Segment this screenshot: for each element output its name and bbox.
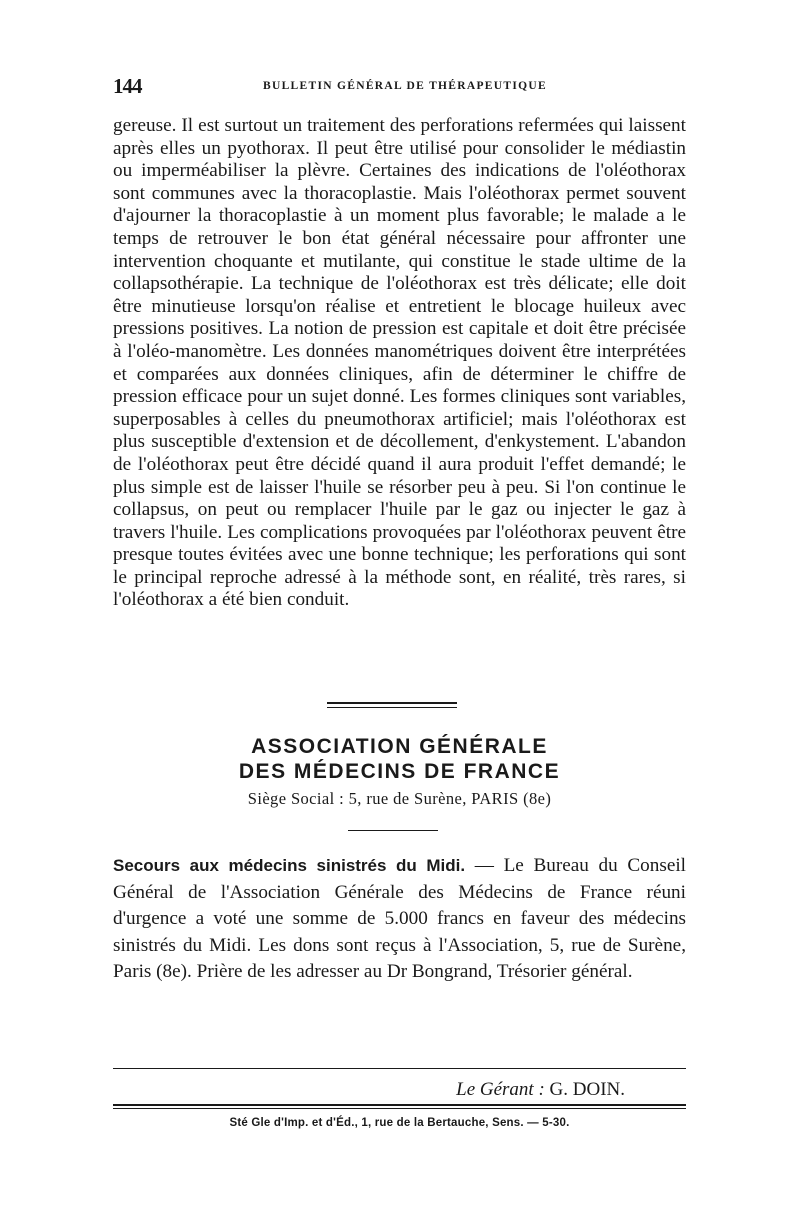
notice-heading: Secours aux médecins sinistrés du Midi.: [113, 856, 466, 875]
running-head: [113, 74, 686, 98]
gerant-name: G. DOIN.: [549, 1079, 625, 1100]
gerant-label: Le Gérant :: [456, 1079, 545, 1100]
notice-block: [113, 853, 686, 986]
footer-rule-thick: [113, 1104, 686, 1106]
association-title-line-2: DES MÉDECINS DE FRANCE: [238, 760, 561, 783]
journal-title: BULLETIN GÉNÉRAL DE THÉRAPEUTIQUE: [263, 80, 547, 92]
gerant-line: [113, 1079, 625, 1101]
article-text: [113, 115, 686, 612]
short-divider-rule: [348, 830, 438, 831]
section-divider-rule: [327, 702, 457, 704]
footer-rule-thin: [113, 1108, 686, 1109]
body-paragraph: gereuse. Il est surtout un traitement des perforations refermées qui laissent après elles un pyothorax. Il peut être utilisé pour consolider le médiastin ou imperméabiliser la plèvre. Certaines des indications de l'oléothorax sont communes avec la thoracoplastie. Mais l'oléothorax permet souvent d'ajourner la thoracoplastie à un moment plus favorable; le malade a le temps de retrouver le bon état général nécessaire pour affronter une intervention choquante et mutilante, qui constitue le stade ultime de la collapsothérapie. La technique de l'oléothorax est très délicate; elle doit être minutieuse lorsqu'on réalise et entretient le blocage huileux avec pressions positives. La notion de pression est capitale et doit être précisée à l'oléo-manomètre. Les données manométriques doivent être interprétées et comparées aux données cliniques, afin de déterminer le chiffre de pression efficace pour un sujet donné. Les formes cliniques sont variables, superposables à celles du pneumothorax artificiel; mais l'oléothorax est plus susceptible d'extension et de décollement, d'enkystement. L'abandon de l'oléothorax peut être décidé quand il aura produit l'effet demandé; le plus simple est de laisser l'huile se résorber peu à peu. Si l'on continue le collapsus, on peut ou remplacer l'huile par le gaz ou injecter le gaz à travers l'huile. Les complications provoquées par l'oléothorax peuvent être presque toutes évitées avec une bonne technique; les perforations qui sont le principal reproche adressé à la méthode sont, en réalité, très rares, si l'oléothorax a été bien conduit.: [113, 115, 686, 611]
association-address: Siège Social : 5, rue de Surène, PARIS (8e): [247, 789, 552, 808]
section-divider-rule-thin: [327, 707, 457, 708]
footer-rule-top: [113, 1068, 686, 1069]
page-number: 144: [113, 74, 142, 98]
notice-paragraph: [113, 853, 686, 986]
association-title-line-1: ASSOCIATION GÉNÉRALE: [251, 735, 548, 758]
printer-imprint: Sté Gle d'Imp. et d'Éd., 1, rue de la Bertauche, Sens. — 5-30.: [229, 1117, 570, 1129]
notice-text: — Le Bureau du Conseil Général de l'Association Générale des Médecins de France réuni d'urgence a voté une somme de 5.000 francs en faveur des médecins sinistrés du Midi. Les dons sont reçus à l'Association, 5, rue de Surène, Paris (8e). Prière de les adresser au Dr Bongrand, Trésorier général.: [113, 855, 686, 983]
